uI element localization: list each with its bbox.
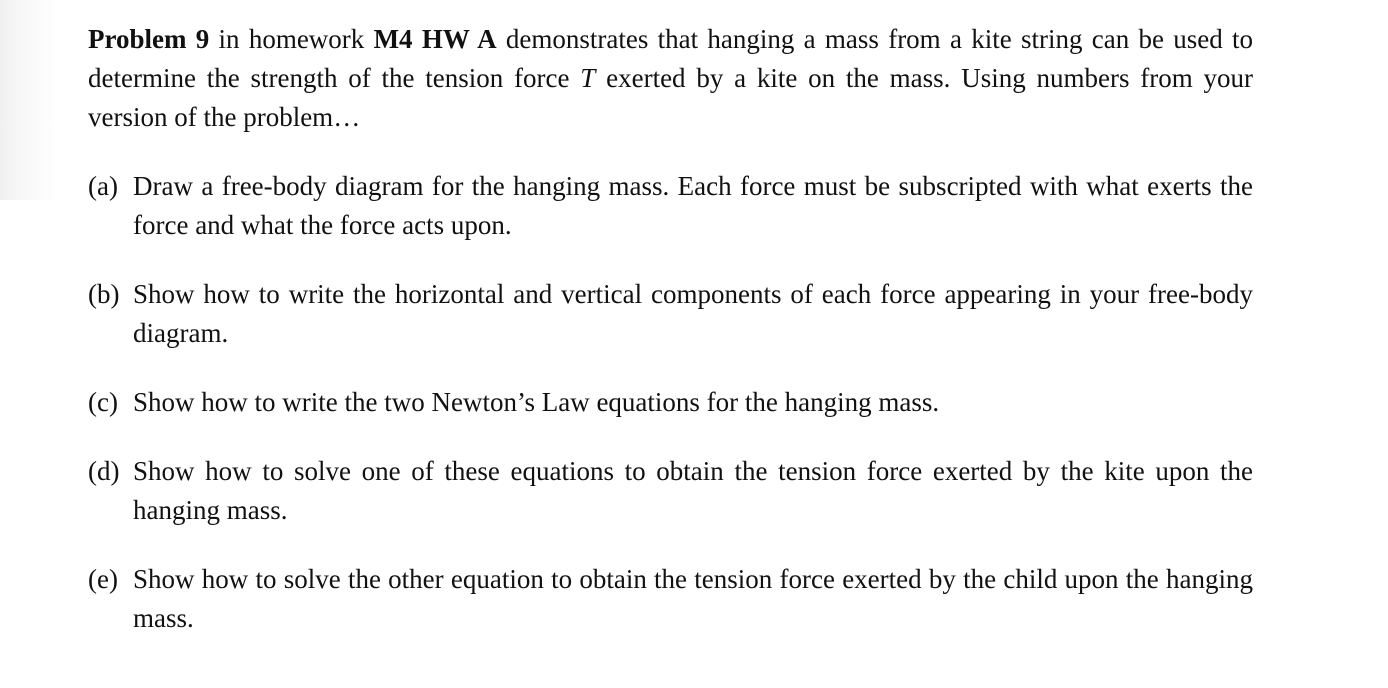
problem-statement [88, 20, 1253, 137]
problem-part-c [88, 383, 1253, 422]
problem-part-a [88, 167, 1253, 245]
problem-part-b [88, 275, 1253, 353]
part-text: Show how to solve one of these equations to obtain the tension force exerted by the kite upon the hanging mass. [133, 456, 1253, 525]
problem-text-part-2: exerted by a kite on the mass. Using numbers from your version of the problem… [88, 63, 1254, 132]
problem-document [88, 20, 1253, 668]
part-label: (e) [88, 564, 118, 594]
part-text: Show how to solve the other equation to obtain the tension force exerted by the child upon the hanging mass. [133, 564, 1253, 633]
problem-part-e [88, 560, 1253, 638]
problem-number: 9 [195, 24, 210, 54]
part-text: Show how to write the horizontal and vertical components of each force appearing in your free-body diagram. [133, 279, 1253, 348]
tension-symbol: T [580, 63, 596, 93]
problem-label [88, 24, 209, 54]
part-label: (a) [88, 171, 118, 201]
part-label: (d) [88, 456, 120, 486]
page-edge-shadow [0, 0, 60, 200]
part-text: Draw a free-body diagram for the hanging mass. Each force must be subscripted with what exerts the force and what the force acts upon. [133, 171, 1253, 240]
homework-name: M4 HW A [373, 24, 497, 54]
problem-parts-list [88, 167, 1253, 638]
part-label: (c) [88, 387, 118, 417]
problem-text-part-1: demonstrates that hanging a mass from a kite string can be used to determine the strength of the tension force [88, 24, 1254, 93]
problem-label-text: Problem [88, 24, 187, 54]
part-label: (b) [88, 279, 120, 309]
problem-connector-text: in homework [218, 24, 365, 54]
problem-part-d [88, 452, 1253, 530]
part-text: Show how to write the two Newton’s Law equations for the hanging mass. [133, 387, 940, 417]
